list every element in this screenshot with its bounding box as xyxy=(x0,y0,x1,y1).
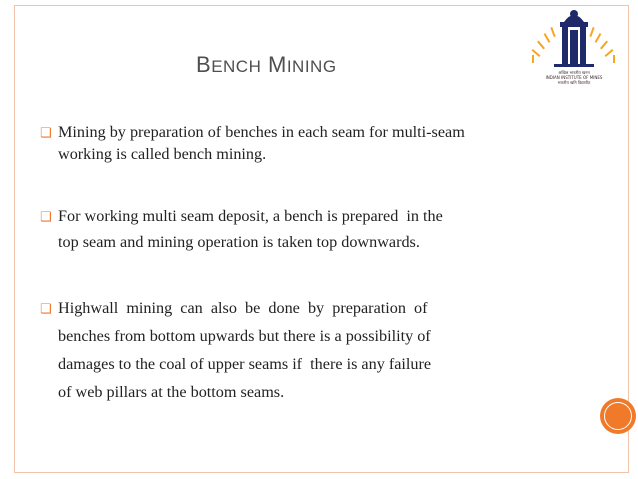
logo-line-2: INDIAN INSTITUTE OF MINES xyxy=(545,75,603,80)
institute-logo xyxy=(524,8,624,94)
title-initial-1: B xyxy=(196,52,212,77)
bullet-3-line-3: damages to the coal of upper seams if there is any failure xyxy=(58,355,432,373)
title-rest-1: ENCH xyxy=(211,57,262,76)
slide-title xyxy=(196,52,337,78)
decorative-circle-ring xyxy=(604,402,632,430)
bullet-2-line-1: For working multi seam deposit, a bench is prepared in the xyxy=(58,207,443,225)
bullet-1-line-2: working is called bench mining. xyxy=(58,145,267,163)
square-bullet-icon: ❑ xyxy=(40,126,52,141)
title-rest-2: INING xyxy=(286,57,337,76)
logo-text xyxy=(524,70,624,85)
logo-emblem-icon xyxy=(524,8,624,74)
logo-line-1: अखिल भारतीय खनन xyxy=(558,70,590,75)
bullet-3-line-1: Highwall mining can also be done by preparation of xyxy=(58,299,428,317)
square-bullet-icon: ❑ xyxy=(40,210,52,225)
bullet-1-line-1: Mining by preparation of benches in each seam for multi-seam xyxy=(58,123,465,141)
bullet-2-line-2: top seam and mining operation is taken top downwards. xyxy=(58,233,420,251)
logo-line-3: भारतीय खनि विद्यापीठ xyxy=(557,80,591,85)
bullet-3-line-4: of web pillars at the bottom seams. xyxy=(58,383,285,401)
title-initial-2: M xyxy=(267,52,287,77)
bullet-3-line-2: benches from bottom upwards but there is a possibility of xyxy=(58,327,431,345)
square-bullet-icon: ❑ xyxy=(40,302,52,317)
